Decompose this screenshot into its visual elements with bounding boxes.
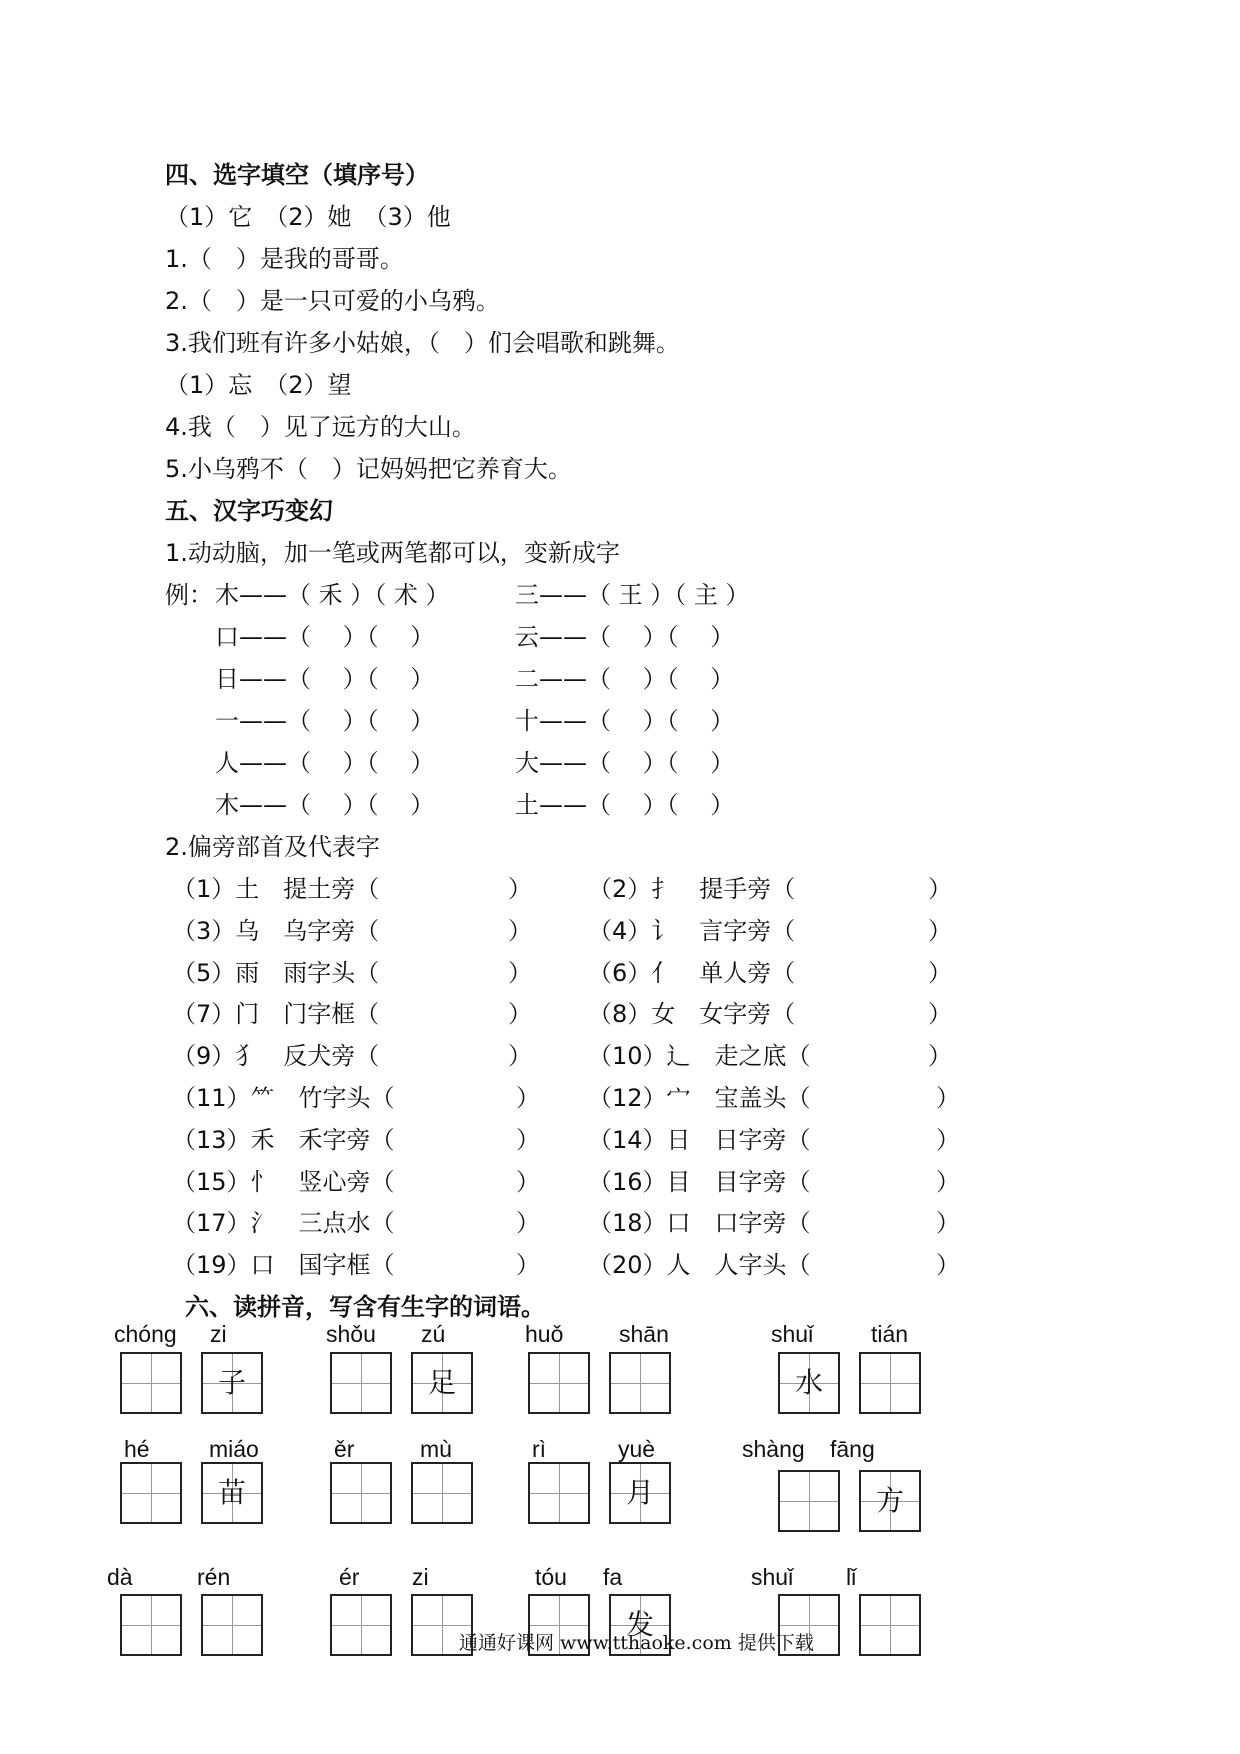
pinyin-syllable: shuǐ [771, 1321, 814, 1347]
radical-item: （17）氵 三点水（ [172, 1209, 395, 1237]
pinyin-syllable: miáo [209, 1436, 259, 1462]
radical-answer-close: ） [508, 917, 532, 945]
radical-answer-close: ） [508, 1000, 532, 1028]
tianzige-box[interactable] [330, 1594, 392, 1656]
pinyin-syllable: hé [124, 1436, 150, 1462]
tianzige-box[interactable] [859, 1594, 921, 1656]
question-2: 2.（ ）是一只可爱的小乌鸦。 [165, 287, 500, 315]
radical-item: （4）讠 言字旁（ [588, 917, 796, 945]
radical-answer-close: ） [516, 1126, 540, 1154]
question-5: 5.小乌鸦不（ ）记妈妈把它养育大。 [165, 455, 572, 483]
given-character: 方 [875, 1484, 904, 1517]
radical-item: （16）目 目字旁（ [588, 1168, 811, 1196]
tianzige-box[interactable] [411, 1462, 473, 1524]
transform-row-left: 木——（ 禾 ）（ 术 ） [215, 581, 450, 609]
pinyin-syllable: zi [210, 1321, 227, 1347]
question-1: 1.（ ）是我的哥哥。 [165, 245, 404, 273]
radical-item: （5）雨 雨字头（ [172, 959, 380, 987]
tianzige-box[interactable] [859, 1352, 921, 1414]
given-character: 足 [427, 1366, 456, 1399]
radical-item: （8）女 女字旁（ [588, 1000, 796, 1028]
radical-item: （19）口 国字框（ [172, 1251, 395, 1279]
radical-item: （15）忄 竖心旁（ [172, 1168, 395, 1196]
radical-answer-close: ） [928, 1042, 952, 1070]
radical-answer-close: ） [928, 875, 952, 903]
pinyin-syllable: fa [603, 1564, 623, 1590]
tianzige-box[interactable] [201, 1594, 263, 1656]
given-character: 水 [794, 1366, 823, 1399]
section5-title: 五、汉字巧变幻 [165, 497, 333, 525]
radical-item: （3）乌 乌字旁（ [172, 917, 380, 945]
example-label: 例： [165, 581, 213, 609]
tianzige-box[interactable] [120, 1594, 182, 1656]
pinyin-syllable: ér [339, 1564, 360, 1590]
radical-answer-close: ） [508, 875, 532, 903]
radical-item: （1）土 提土旁（ [172, 875, 380, 903]
transform-row-right: 土——（ ）（ ） [515, 791, 735, 819]
radical-answer-close: ） [516, 1168, 540, 1196]
transform-row-right: 三——（ 王 ）（ 主 ） [515, 581, 750, 609]
radical-answer-close: ） [516, 1084, 540, 1112]
pinyin-syllable: shuǐ [751, 1564, 794, 1590]
question-3: 3.我们班有许多小姑娘，（ ）们会唱歌和跳舞。 [165, 329, 680, 357]
tianzige-box[interactable] [609, 1462, 671, 1524]
radical-item: （14）日 日字旁（ [588, 1126, 811, 1154]
radical-item: （12）宀 宝盖头（ [588, 1084, 811, 1112]
pinyin-syllable: yuè [618, 1436, 656, 1462]
radical-item: （9）犭 反犬旁（ [172, 1042, 380, 1070]
transform-row-right: 二——（ ）（ ） [515, 665, 735, 693]
transform-row-left: 人——（ ）（ ） [215, 749, 435, 777]
radical-item: （13）禾 禾字旁（ [172, 1126, 395, 1154]
tianzige-box[interactable] [201, 1352, 263, 1414]
radical-item: （6）亻 单人旁（ [588, 959, 796, 987]
radical-answer-close: ） [936, 1251, 960, 1279]
transform-row-left: 日——（ ）（ ） [215, 665, 435, 693]
tianzige-box[interactable] [120, 1352, 182, 1414]
radical-answer-close: ） [936, 1126, 960, 1154]
options-b: （1）忘 （2）望 [165, 371, 352, 399]
section6-title: 六、读拼音，写含有生字的词语。 [185, 1293, 545, 1321]
tianzige-box[interactable] [859, 1470, 921, 1532]
pinyin-syllable: dà [107, 1564, 133, 1590]
pinyin-syllable: shān [619, 1321, 669, 1347]
pinyin-syllable: zú [421, 1321, 446, 1347]
tianzige-box[interactable] [778, 1352, 840, 1414]
radical-answer-close: ） [928, 917, 952, 945]
tianzige-box[interactable] [609, 1352, 671, 1414]
pinyin-syllable: tián [871, 1321, 909, 1347]
radical-item: （7）门 门字框（ [172, 1000, 380, 1028]
radical-answer-close: ） [508, 959, 532, 987]
radical-answer-close: ） [508, 1042, 532, 1070]
pinyin-syllable: rén [197, 1564, 231, 1590]
pinyin-syllable: zi [412, 1564, 429, 1590]
pinyin-syllable: shǒu [326, 1321, 376, 1347]
radical-item: （10）辶 走之底（ [588, 1042, 811, 1070]
tianzige-box[interactable] [201, 1462, 263, 1524]
tianzige-box[interactable] [778, 1470, 840, 1532]
options-a: （1）它 （2）她 （3）他 [165, 203, 451, 231]
radical-item: （11）⺮ 竹字头（ [172, 1084, 395, 1112]
pinyin-syllable: shàng [742, 1436, 805, 1462]
pinyin-syllable: fāng [830, 1436, 875, 1462]
section4-title: 四、选字填空（填序号） [165, 161, 429, 189]
radical-answer-close: ） [516, 1251, 540, 1279]
given-character: 子 [217, 1366, 246, 1399]
transform-row-right: 云——（ ）（ ） [515, 623, 735, 651]
tianzige-box[interactable] [411, 1352, 473, 1414]
footer-source: 通通好课网 www.tthaoke.com 提供下载 [459, 1632, 814, 1654]
radical-answer-close: ） [928, 959, 952, 987]
radical-item: （18）口 口字旁（ [588, 1209, 811, 1237]
pinyin-syllable: mù [420, 1436, 452, 1462]
pinyin-syllable: lǐ [846, 1564, 857, 1590]
pinyin-syllable: chóng [114, 1321, 177, 1347]
tianzige-box[interactable] [330, 1462, 392, 1524]
question-4: 4.我（ ）见了远方的大山。 [165, 413, 476, 441]
pinyin-syllable: rì [532, 1436, 547, 1462]
transform-row-left: 口——（ ）（ ） [215, 623, 435, 651]
transform-row-right: 十——（ ）（ ） [515, 707, 735, 735]
tianzige-box[interactable] [528, 1462, 590, 1524]
pinyin-syllable: tóu [535, 1564, 567, 1590]
radical-item: （20）人 人字头（ [588, 1251, 811, 1279]
radical-item: （2）扌 提手旁（ [588, 875, 796, 903]
radical-answer-close: ） [936, 1168, 960, 1196]
radical-answer-close: ） [936, 1209, 960, 1237]
transform-row-right: 大——（ ）（ ） [515, 749, 735, 777]
pinyin-syllable: ěr [334, 1436, 355, 1462]
pinyin-syllable: huǒ [525, 1321, 564, 1347]
given-character: 月 [625, 1476, 654, 1509]
radical-answer-close: ） [928, 1000, 952, 1028]
section5-sub2: 2.偏旁部首及代表字 [165, 833, 380, 861]
section5-sub1: 1.动动脑，加一笔或两笔都可以，变新成字 [165, 539, 620, 567]
radical-answer-close: ） [516, 1209, 540, 1237]
tianzige-box[interactable] [528, 1352, 590, 1414]
tianzige-box[interactable] [120, 1462, 182, 1524]
transform-row-left: 一——（ ）（ ） [215, 707, 435, 735]
tianzige-box[interactable] [330, 1352, 392, 1414]
radical-answer-close: ） [936, 1084, 960, 1112]
given-character: 苗 [217, 1476, 246, 1509]
transform-row-left: 木——（ ）（ ） [215, 791, 435, 819]
given-character: 发 [625, 1608, 654, 1641]
